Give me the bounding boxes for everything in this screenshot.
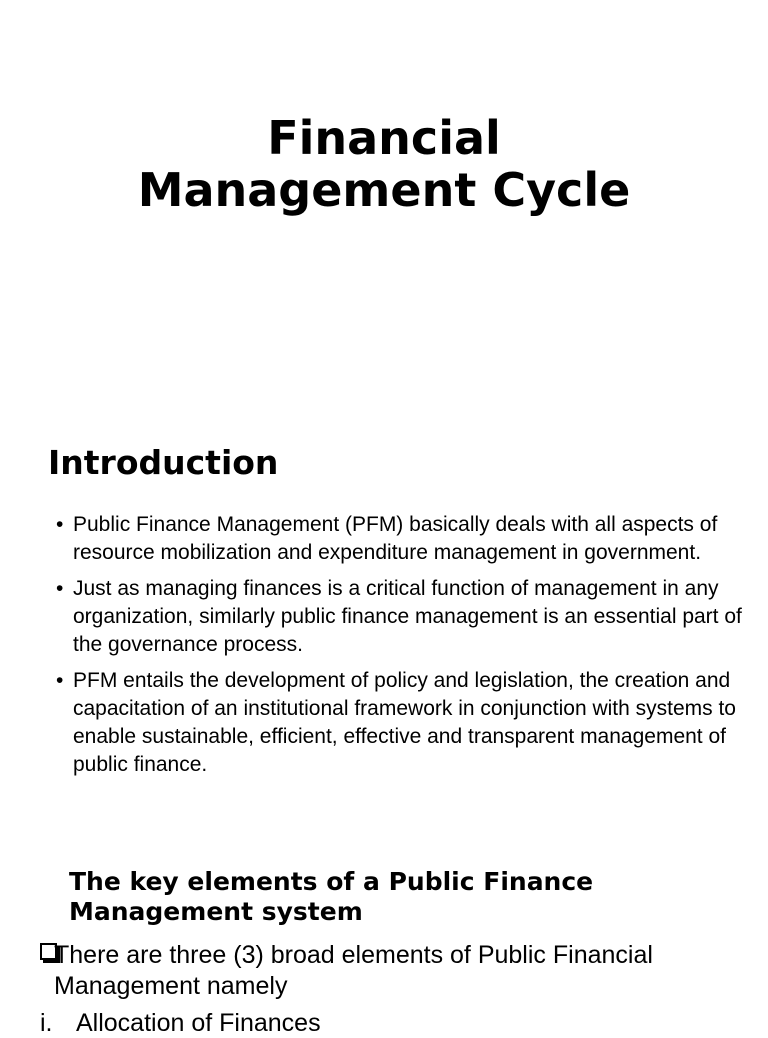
bullet-item [56, 667, 746, 779]
bullet-item [56, 575, 746, 659]
bullet-text: Just as managing finances is a critical function of management in any organization, similarly public finance management is an essential part of the governance process. [73, 577, 742, 656]
slide-title-line-1: Financial [267, 111, 501, 165]
key-elements-intro-text: There are three (3) broad elements of Public Financial Management namely [54, 941, 653, 1000]
numbered-list-item [40, 1008, 321, 1038]
bullet-text: Public Finance Management (PFM) basically deals with all aspects of resource mobilization and expenditure management in government. [73, 513, 718, 564]
key-elements-intro [40, 940, 734, 1002]
bullet-text: PFM entails the development of policy and legislation, the creation and capacitation of an institutional framework in conjunction with systems to enable sustainable, efficient, effective and transparent management of public finance. [73, 669, 736, 776]
list-item-text: Allocation of Finances [76, 1009, 321, 1037]
checkbox-icon [40, 943, 57, 960]
bullet-item [56, 511, 746, 567]
bullet-icon: • [56, 577, 64, 600]
slide-title [0, 112, 768, 216]
slide-title-line-2: Management Cycle [137, 163, 631, 217]
introduction-bullet-list [56, 511, 746, 787]
bullet-icon: • [56, 513, 64, 536]
introduction-heading: Introduction [48, 443, 279, 482]
key-elements-heading: The key elements of a Public Finance Management system [69, 867, 594, 926]
list-number: i. [40, 1009, 53, 1037]
bullet-icon: • [56, 669, 64, 692]
